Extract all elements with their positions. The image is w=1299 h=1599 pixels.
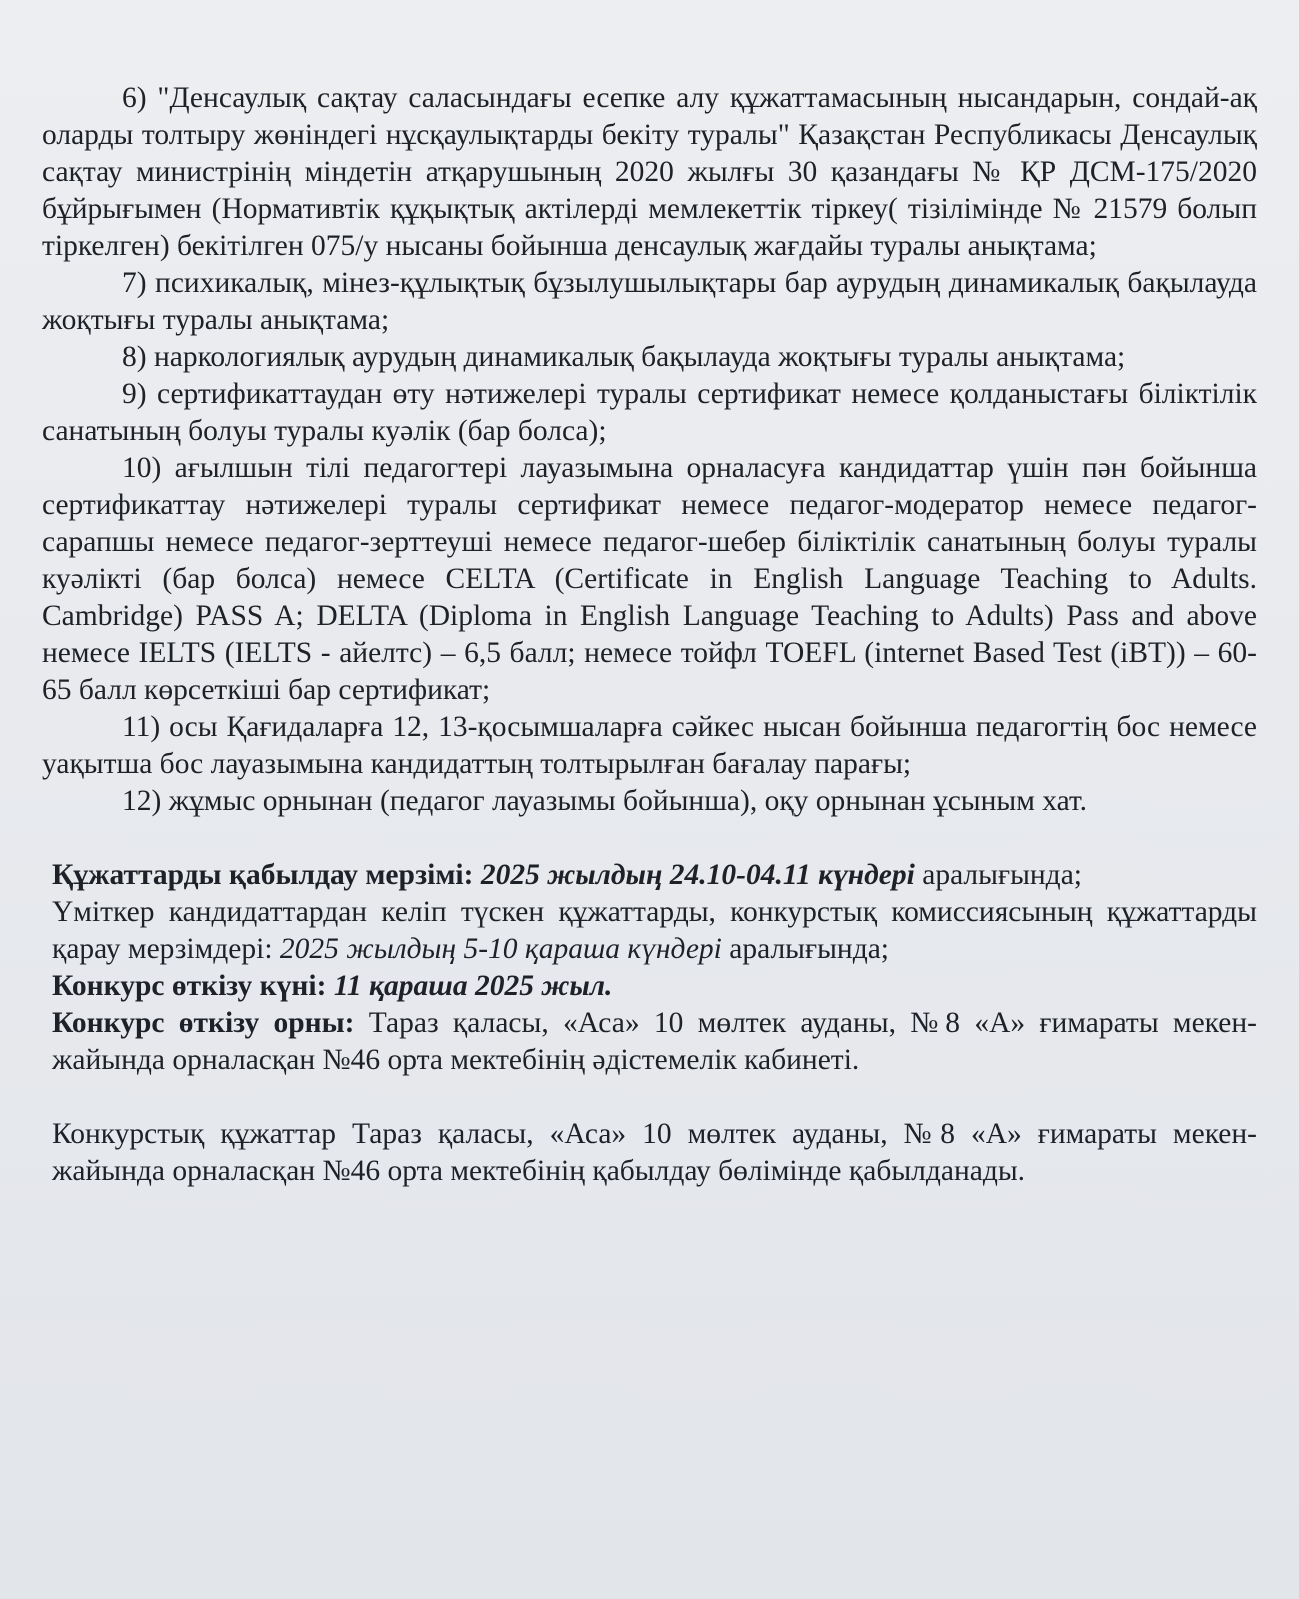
list-item-9: 9) сертификаттаудан өту нәтижелері туралы сертификат немесе қолданыстағы біліктілік санатының болуы туралы куәлік (бар болса);	[42, 378, 1257, 447]
contest-place-label: Конкурс өткізу орны:	[52, 1007, 355, 1039]
document-content	[42, 80, 1257, 1190]
review-dates: 2025 жылдың 5-10 қараша күндері	[279, 933, 722, 965]
list-item-11: 11) осы Қағидаларға 12, 13-қосымшаларға сәйкес нысан бойынша педагогтің бос немесе уақытша бос лауазымына кандидаттың толтырылған бағалау парағы;	[42, 711, 1257, 780]
list-item-8: 8) наркологиялық аурудың динамикалық бақылауда жоқтығы туралы анықтама;	[122, 341, 1126, 373]
requirements-list	[42, 80, 1257, 820]
review-suffix: аралығында;	[721, 933, 889, 965]
contest-day-value: 11 қараша 2025 жыл.	[333, 970, 613, 1002]
closing-section	[42, 1116, 1257, 1190]
acceptance-period: Құжаттарды қабылдау мерзімі: 2025 жылдың 24.10-04.11 күндері аралығында;	[52, 859, 1082, 891]
contest-day-label: Конкурс өткізу күні	[52, 970, 317, 1002]
contest-place-value: Тараз қаласы, «Аса» 10 мөлтек ауданы, №8 «А» ғимараты мекен-жайында орналасқан №46 орта мектебінің әдістемелік кабинеті.	[52, 1007, 1257, 1076]
list-item-10: 10) ағылшын тілі педагогтері лауазымына орналасуға кандидаттар үшін пән бойынша сертификаттау нәтижелері туралы сертификат немесе педагог-модератор немесе педагог-сарапшы немесе педагог-зерттеуші немесе педагог-шебер біліктілік санатының болуы туралы куәлікті (бар болса) немесе CELTA (Certificate in English Language Teaching to Adults. Cambridge) PASS A; DELTA (Diploma in English Language Teaching to Adults) Pass and above немесе IELTS (IELTS - айелтс) – 6,5 балл; немесе тойфл TOEFL (internet Based Test (iBT)) – 60-65 балл көрсеткіші бар сертификат;	[42, 452, 1257, 706]
acceptance-suffix: аралығында;	[914, 859, 1082, 891]
deadlines-section	[42, 857, 1257, 1079]
list-item-7: 7) психикалық, мінез-құлықтық бұзылушылықтары бар аурудың динамикалық бақылауда жоқтығы туралы анықтама;	[42, 267, 1257, 336]
acceptance-dates: 2025 жылдың 24.10-04.11 күндері	[480, 859, 915, 891]
contest-place	[52, 1005, 1257, 1079]
review-text: Үміткер кандидаттардан келіп түскен құжаттарды, конкурстық комиссиясының құжаттарды қарау мерзімдері:	[52, 896, 1257, 965]
list-item-12: 12) жұмыс орнынан (педагог лауазымы бойынша), оқу орнынан ұсыным хат.	[122, 785, 1088, 817]
contest-day: Конкурс өткізу күні: 11 қараша 2025 жыл.	[52, 970, 613, 1002]
list-item-6: 6) "Денсаулық сақтау саласындағы есепке алу құжаттамасының нысандарын, сондай-ақ оларды толтыру жөніндегі нұсқаулықтарды бекіту туралы" Қазақстан Республикасы Денсаулық сақтау министрінің міндетін атқарушының 2020 жылғы 30 қазандағы № ҚР ДСМ-175/2020 бұйрығымен (Нормативтік құқықтық актілерді мемлекеттік тіркеу( тізілімінде № 21579 болып тіркелген) бекітілген 075/у нысаны бойынша денсаулық жағдайы туралы анықтама;	[42, 82, 1257, 262]
review-period	[52, 894, 1257, 968]
acceptance-label: Құжаттарды қабылдау мерзімі	[52, 859, 464, 891]
closing-text: Конкурстық құжаттар Тараз қаласы, «Аса» 10 мөлтек ауданы, №8 «А» ғимараты мекен-жайында орналасқан №46 орта мектебінің қабылдау бөлімінде қабылданады.	[52, 1118, 1257, 1187]
